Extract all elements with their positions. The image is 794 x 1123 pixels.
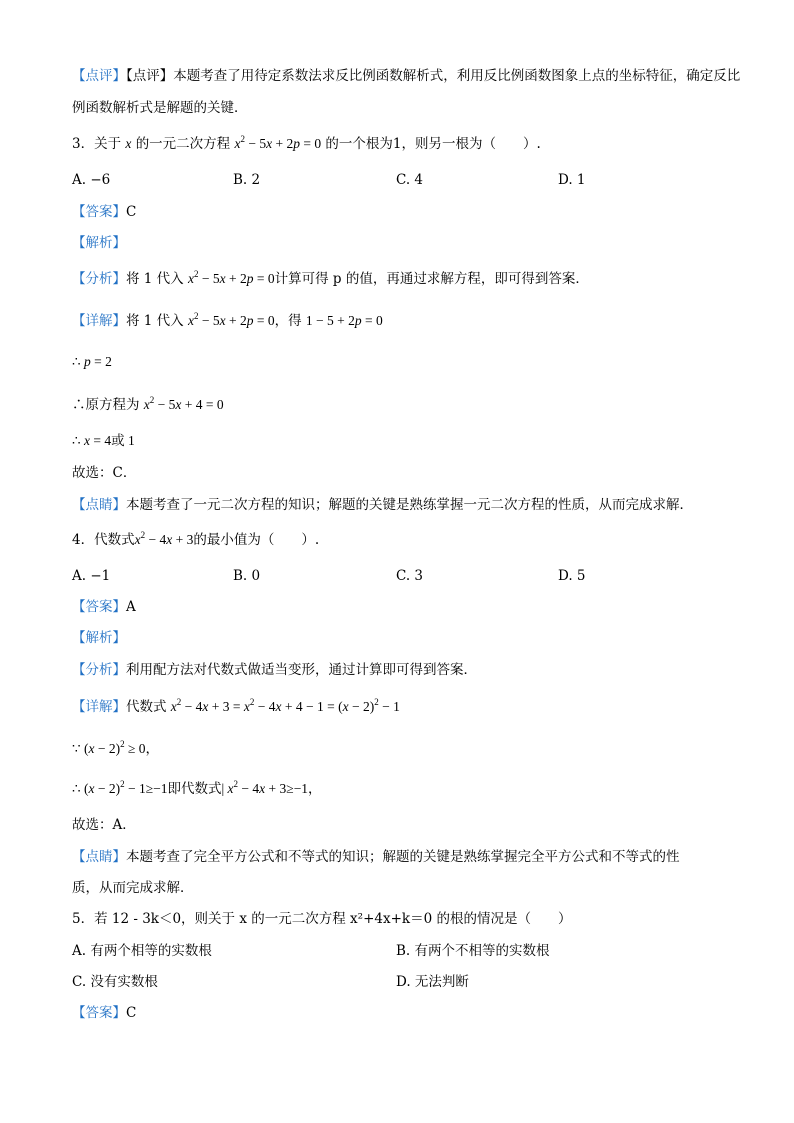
comment-line-2: 例函数解析式是解题的关键．: [72, 100, 248, 116]
q4-answer: 【答案】A: [72, 599, 136, 615]
q4-jiexi-tag: 【解析】: [72, 630, 126, 646]
q4-analysis: 【分析】利用配方法对代数式做适当变形，通过计算即可得到答案．: [72, 662, 477, 678]
q3-option-b: B. 2: [233, 172, 261, 188]
q4-step-1: ∵ $(x - 2)^2 \ge 0$，: [72, 739, 159, 756]
q5-answer: 【答案】C: [72, 1005, 137, 1021]
q3-option-c: C. 4: [396, 172, 424, 188]
q5-option-b: B. 有两个不相等的实数根: [396, 943, 550, 959]
q5-option-d: D. 无法判断: [396, 974, 469, 990]
q5-stem: 5．若 12 - 3k＜0，则关于 x 的一元二次方程 x²+4x+k＝0 的根的情况是（ ）: [72, 911, 572, 927]
q3-remark: 【点睛】本题考查了一元二次方程的知识；解题的关键是熟练掌握一元二次方程的性质，从而完成求解．: [72, 497, 693, 513]
q3-jiexi-tag: 【解析】: [72, 235, 126, 251]
q4-option-c: C. 3: [396, 568, 424, 584]
q4-step-2: ∴ $(x - 2)^2 - 1\ge-1$即代数式| $x^2 - 4x + 3\ge-1$，: [72, 779, 322, 797]
q3-step-1: ∴ p = 2: [72, 354, 112, 369]
comment-text: 【点评】本题考查了用待定系数法求反比例函数解析式，利用反比例函数图象上点的坐标特征，确定反比: [126, 68, 741, 84]
q4-remark-2: 质，从而完成求解．: [72, 880, 194, 896]
q4-stem: 4．代数式$x^2 - 4x + 3$的最小值为（ ）.: [72, 530, 320, 548]
q4-option-d: D. 5: [558, 568, 586, 584]
q5-option-c: C. 没有实数根: [72, 974, 158, 990]
q4-option-a: A. −1: [72, 568, 111, 584]
q3-stem: 3．关于 x 的一元二次方程 $x^2 - 5x + 2p = 0$ 的一个根为1，则另一根为（ ）.: [72, 134, 541, 152]
q3-step-2: ∴原方程为 $x^2 - 5x + 4 = 0$: [72, 395, 224, 413]
q4-choice: 故选：A．: [72, 817, 136, 833]
q4-detail: 【详解】代数式 $x^2 - 4x + 3 = x^2 - 4x + 4 - 1 = (x - 2)^2 - 1$: [72, 697, 400, 715]
comment-line-1: [72, 66, 740, 86]
q3-choice: 故选：C．: [72, 465, 137, 481]
q3-detail: 【详解】将 1 代入 $x^2 - 5x + 2p = 0$，得 1 − 5 + 2p = 0: [72, 311, 383, 329]
q3-answer: 【答案】C: [72, 204, 137, 220]
q4-option-b: B. 0: [233, 568, 261, 584]
q3-option-d: D. 1: [558, 172, 586, 188]
q4-remark-1: 【点睛】本题考查了完全平方公式和不等式的知识；解题的关键是熟练掌握完全平方公式和不等式的性: [72, 849, 680, 865]
comment-tag: 【点评】: [72, 68, 126, 84]
q5-option-a: A. 有两个相等的实数根: [72, 943, 212, 959]
q3-step-3: ∴ x = 4或 1: [72, 433, 135, 448]
q3-option-a: A. −6: [72, 172, 111, 188]
q3-analysis: 【分析】将 1 代入 $x^2 - 5x + 2p = 0$计算可得 p 的值，再通过求解方程，即可得到答案．: [72, 269, 589, 287]
